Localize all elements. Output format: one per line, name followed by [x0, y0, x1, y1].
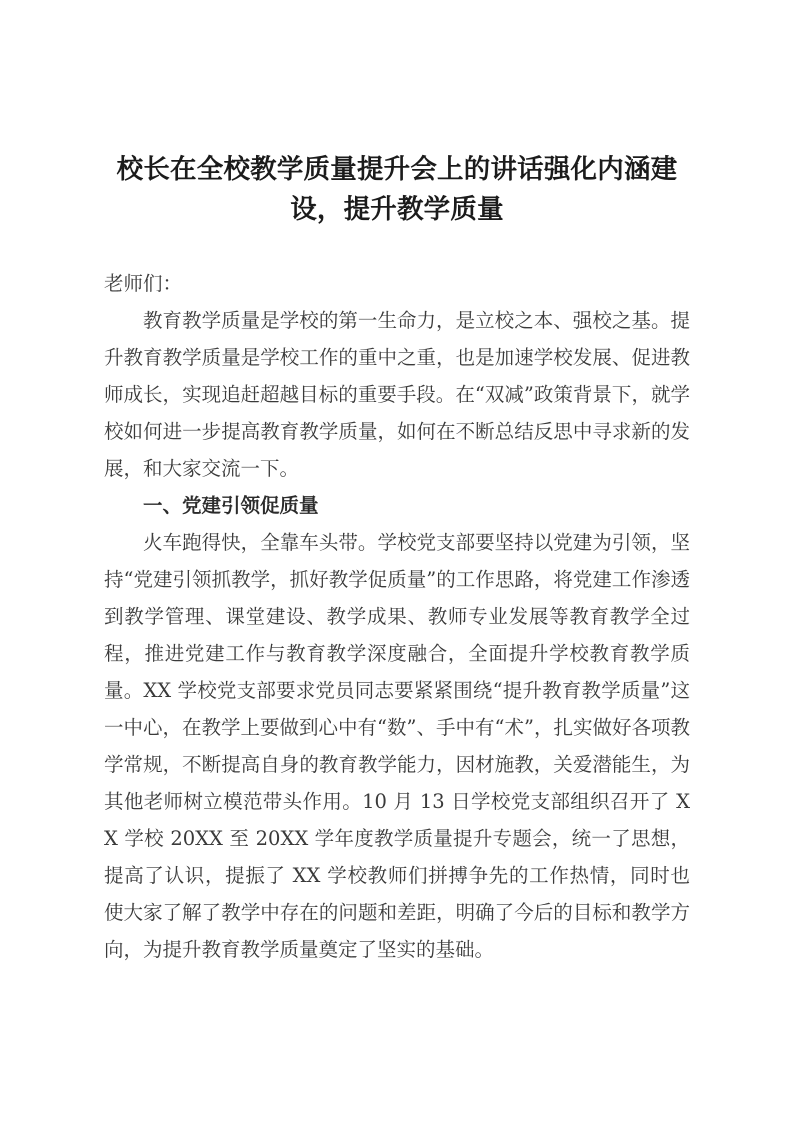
document-body: [104, 0, 690, 968]
salutation-line: 老师们：: [104, 272, 183, 295]
section-body-1: 火车跑得快，全靠车头带。学校党支部要坚持以党建为引领，坚持“党建引领抓教学，抓好教学促质量”的工作思路，将党建工作渗透到教学管理、课堂建设、教学成果、教师专业发展等教育教学全过程，推进党建工作与教育教学深度融合，全面提升学校教育教学质量。XX 学校党支部要求党员同志要紧紧围绕“提升教育教学质量”这一中心，在教学上要做到心中有“数”、手中有“术”，扎实做好各项教学常规，不断提高自身的教育教学能力，因材施教，关爱潜能生，为其他老师树立模范带头作用。10 月 13 日学校党支部组织召开了 XX 学校 20XX 至 20XX 学年度教学质量提升专题会，统一了思想，提高了认识，提振了 XX 学校教师们拼搏争先的工作热情，同时也使大家了解了教学中存在的问题和差距，明确了今后的目标和教学方向，为提升教育教学质量奠定了坚实的基础。: [104, 531, 690, 961]
section-heading-1: 一、党建引领促质量: [143, 494, 319, 517]
intro-paragraph: 教育教学质量是学校的第一生命力，是立校之本、强校之基。提升教育教学质量是学校工作的重中之重，也是加速学校发展、促进教师成长，实现追赶超越目标的重要手段。在“双减”政策背景下，就学校如何进一步提高教育教学质量，如何在不断总结反思中寻求新的发展，和大家交流一下。: [104, 309, 690, 480]
document-title: 校长在全校教学质量提升会上的讲话强化内涵建设，提升教学质量: [116, 154, 678, 225]
